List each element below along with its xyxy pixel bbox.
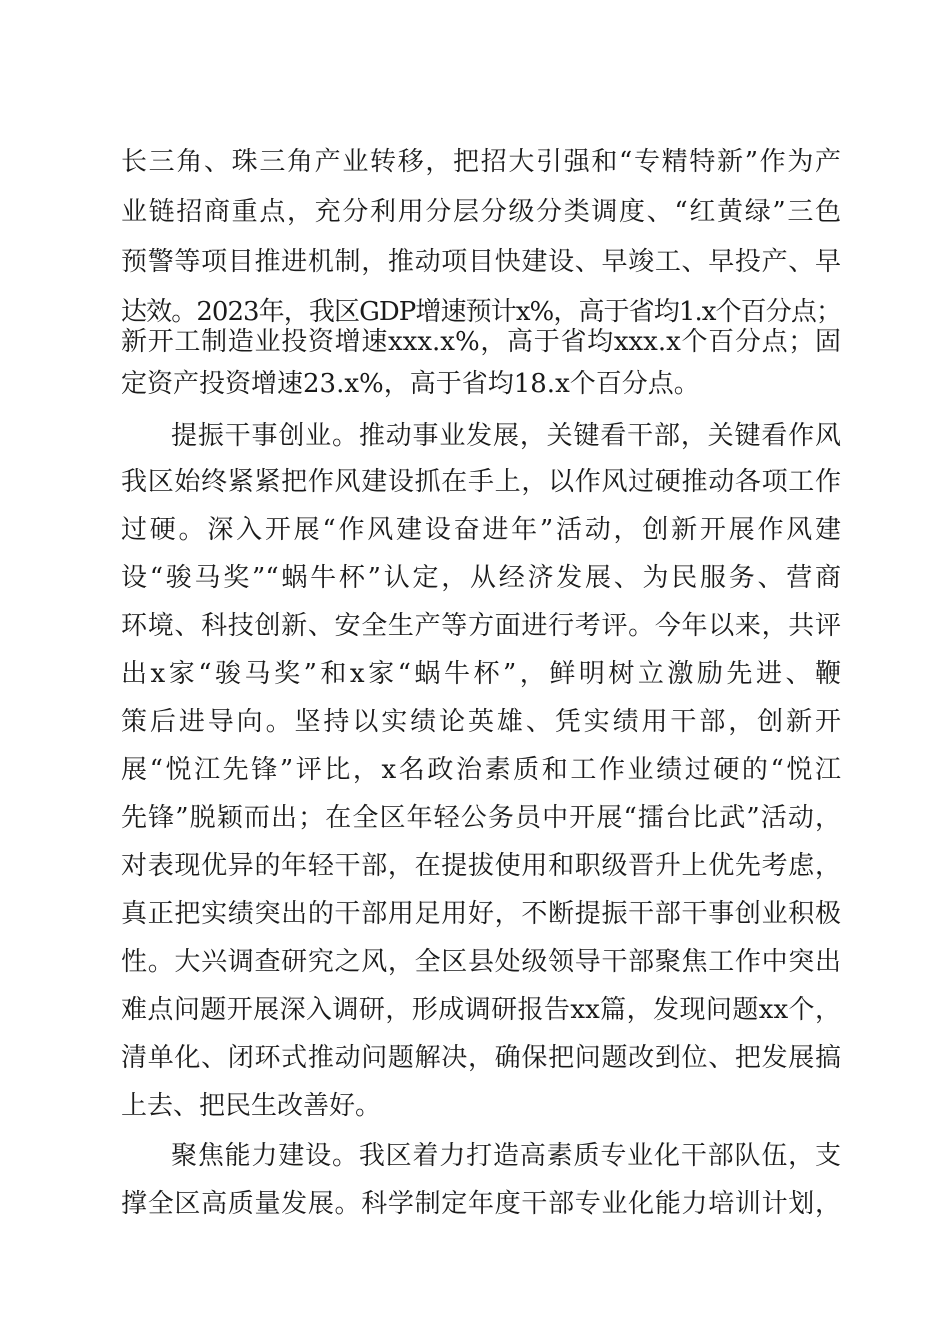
text-line: 业链招商重点，充分利用分层分级分类调度、“红黄绿”三色 (121, 197, 841, 227)
text-line: 环境、科技创新、安全生产等方面进行考评。今年以来，共评 (121, 611, 841, 641)
text-line: 我区始终紧紧把作风建设抓在手上，以作风过硬推动各项工作 (121, 467, 841, 497)
text-line: 性。大兴调查研究之风，全区县处级领导干部聚焦工作中突出 (121, 947, 841, 977)
text-line: 上去、把民生改善好。 (121, 1091, 382, 1121)
text-line: 难点问题开展深入调研，形成调研报告xx篇，发现问题xx个， (121, 995, 841, 1025)
text-line: 达效。2023年，我区GDP增速预计x%，高于省均1.x个百分点； (121, 297, 841, 327)
text-line: 过硬。深入开展“作风建设奋进年”活动，创新开展作风建 (121, 515, 841, 545)
text-line: 定资产投资增速23.x%，高于省均18.x个百分点。 (121, 369, 700, 399)
text-line: 展“悦江先锋”评比，x名政治素质和工作业绩过硬的“悦江 (121, 755, 841, 785)
text-line: 设“骏马奖”“蜗牛杯”认定，从经济发展、为民服务、营商 (121, 563, 841, 593)
text-line: 预警等项目推进机制，推动项目快建设、早竣工、早投产、早 (121, 247, 841, 277)
text-line: 撑全区高质量发展。科学制定年度干部专业化能力培训计划， (121, 1189, 841, 1219)
text-line: 真正把实绩突出的干部用足用好，不断提振干部干事创业积极 (121, 899, 841, 929)
text-line: 清单化、闭环式推动问题解决，确保把问题改到位、把发展搞 (121, 1043, 841, 1073)
text-line: 出x家“骏马奖”和x家“蜗牛杯”，鲜明树立激励先进、鞭 (121, 659, 841, 689)
paragraph-first-line: 聚焦能力建设。我区着力打造高素质专业化干部队伍，支 (171, 1141, 841, 1171)
text-line: 长三角、珠三角产业转移，把招大引强和“专精特新”作为产 (121, 147, 841, 177)
text-line: 策后进导向。坚持以实绩论英雄、凭实绩用干部，创新开 (121, 707, 841, 737)
paragraph-first-line: 提振干事创业。推动事业发展，关键看干部，关键看作风 (171, 421, 841, 451)
text-line: 先锋”脱颖而出；在全区年轻公务员中开展“擂台比武”活动， (121, 803, 841, 833)
text-line: 对表现优异的年轻干部，在提拔使用和职级晋升上优先考虑， (121, 851, 841, 881)
text-line: 新开工制造业投资增速xxx.x%，高于省均xxx.x个百分点；固 (121, 327, 841, 357)
